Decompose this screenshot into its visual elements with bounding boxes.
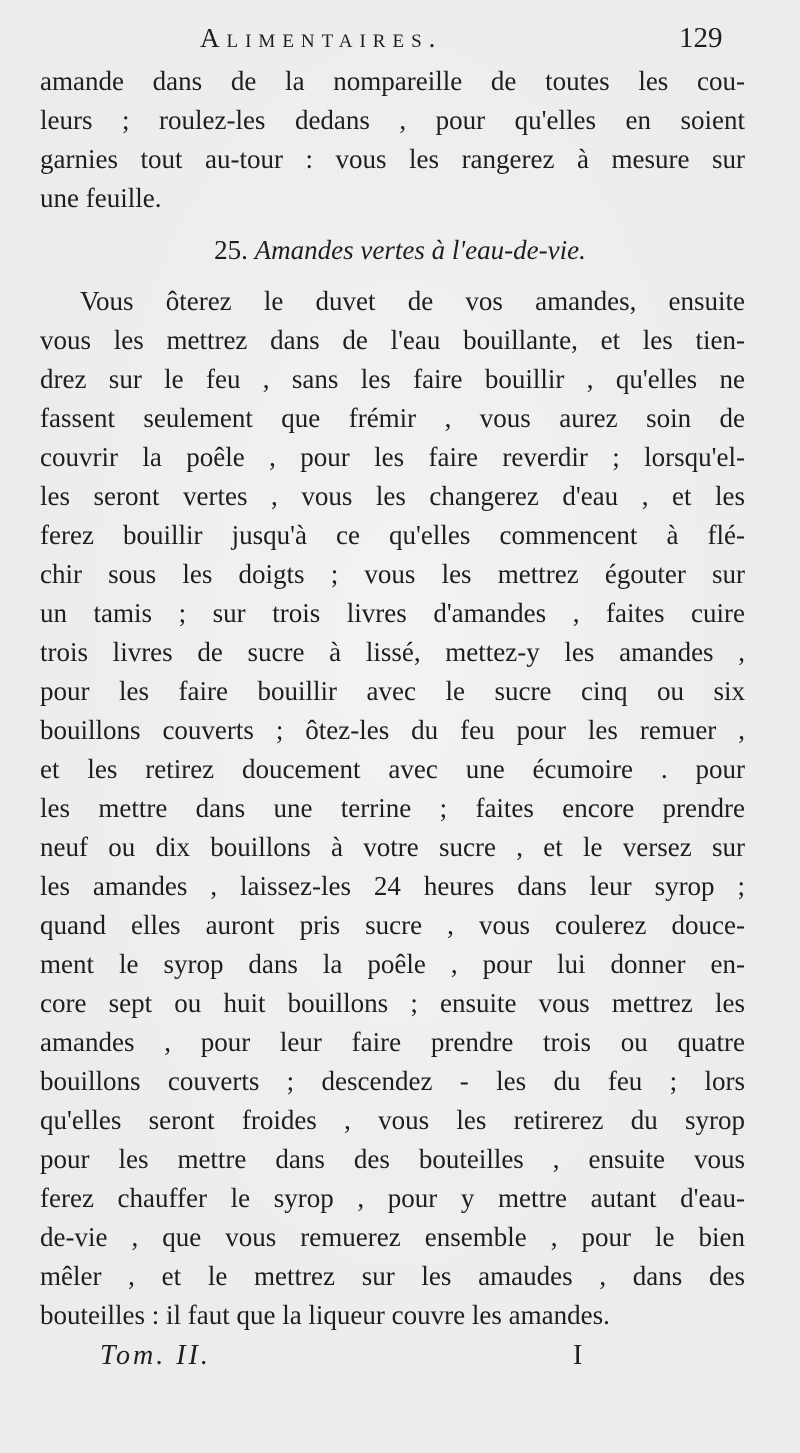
text-line: couvrir la poêle , pour les faire reverdir ; lorsqu'el- [40, 442, 745, 472]
text-line: une feuille. [40, 183, 162, 213]
text-line: chir sous les doigts ; vous les mettrez égouter sur [40, 559, 745, 589]
text-line: amande dans de la nompareille de toutes les cou- [40, 66, 745, 96]
section-number: 25. [214, 235, 248, 265]
text-line: les mettre dans une terrine ; faites encore prendre [40, 793, 745, 823]
text-line: quand elles auront pris sucre , vous coulerez douce- [40, 910, 745, 940]
text-line: drez sur le feu , sans les faire bouillir , qu'elles ne [40, 364, 745, 394]
text-line: garnies tout au-tour : vous les rangerez à mesure sur [40, 144, 745, 174]
text-line: de-vie , que vous remuerez ensemble , pour le bien [40, 1222, 745, 1252]
text-line: les amandes , laissez-les 24 heures dans leur syrop ; [40, 871, 745, 901]
page-number: 129 [679, 22, 723, 54]
text-line: qu'elles seront froides , vous les retirerez du syrop [40, 1105, 745, 1135]
text-line: leurs ; roulez-les dedans , pour qu'elles en soient [40, 105, 745, 135]
signature-mark: I [573, 1340, 583, 1371]
text-line: core sept ou huit bouillons ; ensuite vous mettrez les [40, 988, 745, 1018]
text-line: et les retirez doucement avec une écumoire . pour [40, 754, 745, 784]
text-line: bouteilles : il faut que la liqueur couvre les amandes. [40, 1300, 610, 1330]
text-line: bouillons couverts ; descendez - les du feu ; lors [40, 1066, 745, 1096]
text-line: ferez bouillir jusqu'à ce qu'elles commencent à flé- [40, 520, 745, 550]
text-line: mêler , et le mettrez sur les amaudes , dans des [40, 1261, 745, 1291]
running-head [0, 18, 800, 58]
text-line: amandes , pour leur faire prendre trois ou quatre [40, 1027, 745, 1057]
text-line: fassent seulement que frémir , vous aurez soin de [40, 403, 745, 433]
text-line: neuf ou dix bouillons à votre sucre , et le versez sur [40, 832, 745, 862]
text-line: vous les mettrez dans de l'eau bouillante, et les tien- [40, 325, 745, 355]
section-title: Amandes vertes à l'eau-de-vie. [254, 235, 586, 265]
text-line: ferez chauffer le syrop , pour y mettre autant d'eau- [40, 1183, 745, 1213]
section-heading [0, 230, 800, 270]
text-line: les seront vertes , vous les changerez d'eau , et les [40, 481, 745, 511]
text-line: trois livres de sucre à lissé, mettez-y les amandes , [40, 637, 745, 667]
text-line: un tamis ; sur trois livres d'amandes , faites cuire [40, 598, 745, 628]
text-line: pour les mettre dans des bouteilles , ensuite vous [40, 1144, 745, 1174]
running-title: Alimentaires. [200, 23, 443, 53]
volume-signature: Tom. II. [100, 1340, 211, 1371]
text-line: Vous ôterez le duvet de vos amandes, ensuite [80, 286, 745, 316]
text-line: pour les faire bouillir avec le sucre cinq ou six [40, 676, 745, 706]
text-line: ment le syrop dans la poêle , pour lui donner en- [40, 949, 745, 979]
text-line: bouillons couverts ; ôtez-les du feu pour les remuer , [40, 715, 745, 745]
